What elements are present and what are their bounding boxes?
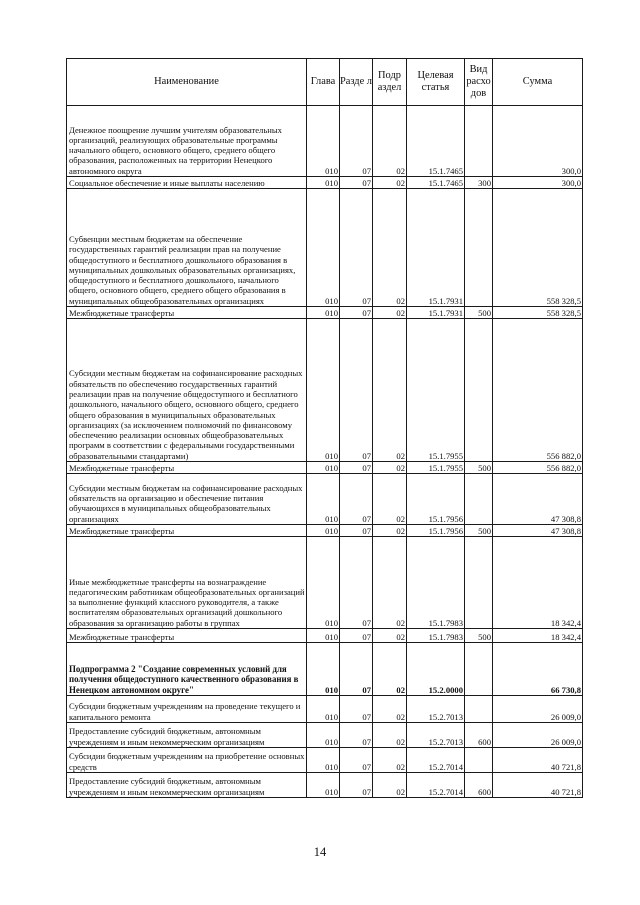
row-subsection: 02	[373, 643, 407, 696]
row-section: 07	[340, 748, 373, 773]
row-sum: 26 009,0	[493, 696, 583, 723]
row-subsection: 02	[373, 537, 407, 629]
row-expense-type: 300	[465, 177, 493, 189]
table-row	[67, 307, 583, 319]
row-target-article: 15.2.7013	[407, 723, 465, 748]
row-section: 07	[340, 537, 373, 629]
row-section: 07	[340, 629, 373, 643]
row-target-article: 15.1.7465	[407, 106, 465, 177]
row-target-article: 15.1.7956	[407, 525, 465, 537]
table-row	[67, 474, 583, 525]
row-target-article: 15.1.7955	[407, 462, 465, 474]
row-target-article: 15.2.7014	[407, 748, 465, 773]
row-expense-type	[465, 643, 493, 696]
row-chapter: 010	[307, 462, 340, 474]
row-target-article: 15.1.7465	[407, 177, 465, 189]
row-section: 07	[340, 696, 373, 723]
row-expense-type: 500	[465, 307, 493, 319]
row-subsection: 02	[373, 773, 407, 798]
row-sum: 556 882,0	[493, 319, 583, 462]
row-name: Денежное поощрение лучшим учителям образовательных организаций, реализующих образовательные программы начального общего, основного общего, среднего общего образования, расположенных на территории Ненецкого автономного округа	[67, 106, 307, 177]
row-sum: 47 308,8	[493, 525, 583, 537]
row-expense-type: 500	[465, 462, 493, 474]
row-chapter: 010	[307, 643, 340, 696]
table-row	[67, 106, 583, 177]
row-sum: 40 721,8	[493, 773, 583, 798]
row-target-article: 15.1.7956	[407, 474, 465, 525]
header-name: Наименование	[67, 59, 307, 106]
row-expense-type	[465, 189, 493, 307]
row-section: 07	[340, 525, 373, 537]
table-row	[67, 723, 583, 748]
row-subsection: 02	[373, 748, 407, 773]
row-target-article: 15.2.7014	[407, 773, 465, 798]
table-header-row	[67, 59, 583, 106]
row-sum: 66 730,8	[493, 643, 583, 696]
header-target-article: Целевая статья	[407, 59, 465, 106]
row-chapter: 010	[307, 629, 340, 643]
row-chapter: 010	[307, 537, 340, 629]
row-section: 07	[340, 773, 373, 798]
row-subsection: 02	[373, 307, 407, 319]
row-expense-type	[465, 106, 493, 177]
row-name: Подпрограмма 2 "Создание современных условий для получения общедоступного качественного образования в Ненецком автономном округе"	[67, 643, 307, 696]
row-subsection: 02	[373, 462, 407, 474]
table-row	[67, 643, 583, 696]
row-name: Субвенции местным бюджетам на обеспечение государственных гарантий реализации прав на получение общедоступного и бесплатного дошкольного образования в муниципальных дошкольных образовательных организациях, общедоступного и бесплатного дошкольного, начального общего, основного общего, среднего общего образования в муниципальных общеобразовательных организациях	[67, 189, 307, 307]
table-row	[67, 319, 583, 462]
row-sum: 47 308,8	[493, 474, 583, 525]
table-row	[67, 773, 583, 798]
table-row	[67, 748, 583, 773]
row-target-article: 15.2.0000	[407, 643, 465, 696]
row-expense-type: 500	[465, 525, 493, 537]
row-sum: 556 882,0	[493, 462, 583, 474]
row-target-article: 15.2.7013	[407, 696, 465, 723]
row-expense-type	[465, 319, 493, 462]
table-body	[67, 106, 583, 798]
row-target-article: 15.1.7931	[407, 189, 465, 307]
row-chapter: 010	[307, 307, 340, 319]
row-subsection: 02	[373, 696, 407, 723]
row-section: 07	[340, 474, 373, 525]
row-sum: 26 009,0	[493, 723, 583, 748]
page-number: 14	[313, 845, 327, 859]
row-sum: 558 328,5	[493, 307, 583, 319]
row-name: Межбюджетные трансферты	[67, 462, 307, 474]
row-chapter: 010	[307, 177, 340, 189]
row-name: Субсидии местным бюджетам на софинансирование расходных обязательств на организацию и обеспечение питания обучающихся в муниципальных общеобразовательных организациях	[67, 474, 307, 525]
row-subsection: 02	[373, 723, 407, 748]
row-subsection: 02	[373, 629, 407, 643]
row-chapter: 010	[307, 106, 340, 177]
row-section: 07	[340, 643, 373, 696]
row-chapter: 010	[307, 319, 340, 462]
row-subsection: 02	[373, 177, 407, 189]
row-chapter: 010	[307, 696, 340, 723]
row-expense-type	[465, 748, 493, 773]
budget-table	[66, 58, 583, 798]
row-expense-type	[465, 537, 493, 629]
row-section: 07	[340, 307, 373, 319]
row-name: Иные межбюджетные трансферты на вознаграждение педагогическим работникам общеобразовательных организаций за выполнение функций классного руководителя, а также воспитателям образовательных организаций дошкольного образования за организацию работы в группах	[67, 537, 307, 629]
row-sum: 18 342,4	[493, 537, 583, 629]
table-row	[67, 696, 583, 723]
row-expense-type: 600	[465, 773, 493, 798]
row-expense-type: 500	[465, 629, 493, 643]
row-name: Предоставление субсидий бюджетным, автономным учреждениям и иным некоммерческим организациям	[67, 773, 307, 798]
header-chapter: Глава	[307, 59, 340, 106]
row-name: Субсидии бюджетным учреждениям на проведение текущего и капитального ремонта	[67, 696, 307, 723]
header-subsection: Подр аздел	[373, 59, 407, 106]
row-chapter: 010	[307, 773, 340, 798]
row-sum: 18 342,4	[493, 629, 583, 643]
row-sum: 40 721,8	[493, 748, 583, 773]
row-subsection: 02	[373, 319, 407, 462]
row-chapter: 010	[307, 525, 340, 537]
row-section: 07	[340, 723, 373, 748]
row-chapter: 010	[307, 474, 340, 525]
table-row	[67, 189, 583, 307]
header-expense-type: Вид расхо дов	[465, 59, 493, 106]
row-name: Межбюджетные трансферты	[67, 629, 307, 643]
row-subsection: 02	[373, 189, 407, 307]
row-section: 07	[340, 462, 373, 474]
row-target-article: 15.1.7983	[407, 629, 465, 643]
row-target-article: 15.1.7983	[407, 537, 465, 629]
row-section: 07	[340, 177, 373, 189]
row-expense-type: 600	[465, 723, 493, 748]
row-chapter: 010	[307, 748, 340, 773]
table-row	[67, 462, 583, 474]
row-name: Предоставление субсидий бюджетным, автономным учреждениям и иным некоммерческим организациям	[67, 723, 307, 748]
row-chapter: 010	[307, 723, 340, 748]
table-row	[67, 629, 583, 643]
table-row	[67, 525, 583, 537]
row-name: Межбюджетные трансферты	[67, 525, 307, 537]
row-subsection: 02	[373, 474, 407, 525]
row-name: Субсидии бюджетным учреждениям на приобретение основных средств	[67, 748, 307, 773]
row-target-article: 15.1.7955	[407, 319, 465, 462]
row-name: Межбюджетные трансферты	[67, 307, 307, 319]
row-section: 07	[340, 106, 373, 177]
row-section: 07	[340, 189, 373, 307]
row-subsection: 02	[373, 525, 407, 537]
row-sum: 300,0	[493, 106, 583, 177]
row-name: Субсидии местным бюджетам на софинансирование расходных обязательств по обеспечению государственных гарантий реализации прав на получение общедоступного и бесплатного дошкольного, начального общего, основного общего, среднего общего образования в муниципальных образовательных организациях (за исключением полномочий по финансовому обеспечению реализации основных общеобразовательных программ в соответствии с федеральными государственными образовательными стандартами)	[67, 319, 307, 462]
header-section: Разде л	[340, 59, 373, 106]
row-sum: 558 328,5	[493, 189, 583, 307]
table-row	[67, 177, 583, 189]
row-expense-type	[465, 474, 493, 525]
row-target-article: 15.1.7931	[407, 307, 465, 319]
row-chapter: 010	[307, 189, 340, 307]
row-name: Социальное обеспечение и иные выплаты населению	[67, 177, 307, 189]
table-row	[67, 537, 583, 629]
row-sum: 300,0	[493, 177, 583, 189]
row-expense-type	[465, 696, 493, 723]
row-section: 07	[340, 319, 373, 462]
header-sum: Сумма	[493, 59, 583, 106]
row-subsection: 02	[373, 106, 407, 177]
